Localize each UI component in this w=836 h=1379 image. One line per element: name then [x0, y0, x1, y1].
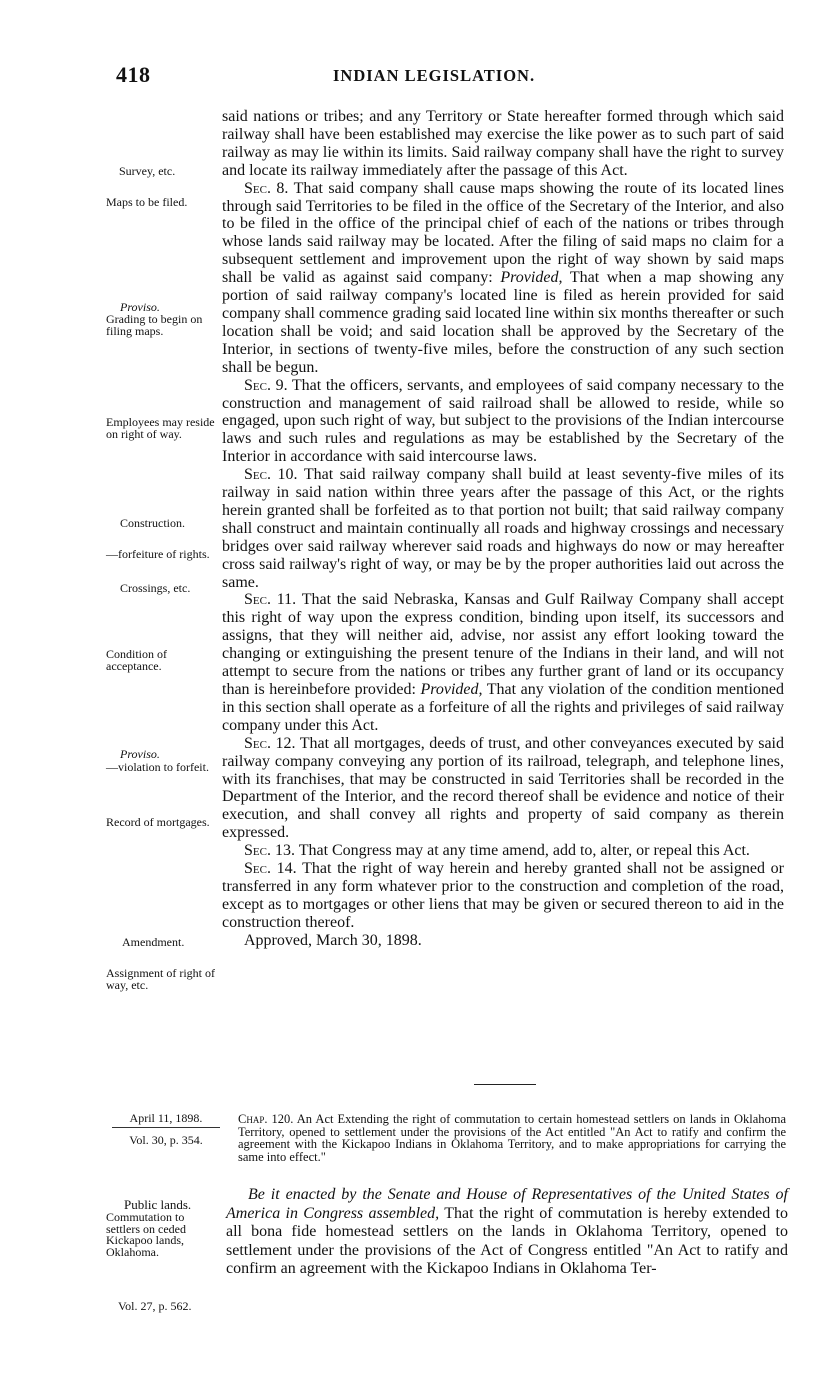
section-8-text-a: That said company shall cause maps showing the route of its located lines through said Territories to be filed in the office of the Secretary of the Interior, and also to be filed in the office of the principal chief of each of the nations or tribes through whose lands said railway may be located. After the filing of said maps no claim for a subsequent settlement and improvement upon the right of way shown by said maps shall be valid as against said company:	[222, 179, 784, 287]
continuation-paragraph: said nations or tribes; and any Territory or State hereafter formed through which said railway shall have been established may exercise the like power as to such part of said railway as may lie within its limits. Said railway company shall have the right to survey and locate its railway immediately after the passage of this Act.	[222, 108, 784, 179]
page-number: 418	[116, 62, 151, 87]
section-12-text: That all mortgages, deeds of trust, and other conveyances executed by said railway company conveying any portion of its railroad, telegraph, and telephone lines, with its franchises, that may be constructed in said Territories shall be recorded in the Department of the Interior, and the record thereof shall be evidence and notice of their execution, and shall convey all rights and property of said company as therein expressed.	[222, 734, 784, 842]
chapter-heading	[238, 1113, 786, 1163]
section-14-label: Sec. 14.	[244, 860, 297, 878]
running-head: INDIAN LEGISLATION.	[333, 66, 536, 85]
chapter-title: An Act Extending the right of commutation to certain homestead settlers on lands in Oklahoma Territory, opened to settlement under the provisions of the Act entitled "An Act to ratify and confirm the agreement with the Kickapoo Indians in Oklahoma Territory, and to make appropriations for carrying the same into effect."	[238, 1112, 787, 1164]
section-13-label: Sec. 13.	[244, 842, 295, 860]
section-14-text: That the right of way herein and hereby granted shall not be assigned or transferred in any form whatever prior to the construction and completion of the road, except as to mortgages or other liens that may be given or secured thereon to aid in the construction thereof.	[222, 860, 784, 931]
date-underline	[112, 1127, 220, 1128]
section-divider	[474, 1084, 536, 1085]
margin-note-employees: Employees may reside on right of way.	[106, 415, 215, 441]
enactment-paragraph	[226, 1186, 788, 1279]
margin-note-assignment: Assignment of right of way, etc.	[106, 966, 215, 992]
margin-note-forfeiture: —forfeiture of rights.	[106, 547, 210, 561]
margin-note-grading: Grading to begin on filing maps.	[106, 312, 203, 338]
proviso-label: Proviso.	[120, 300, 160, 314]
margin-note-proviso-2	[120, 749, 236, 761]
section-11-label: Sec. 11.	[244, 591, 297, 609]
section-9-label: Sec. 9.	[244, 376, 288, 394]
chapter-volume-ref: Vol. 30, p. 354.	[129, 1133, 203, 1147]
main-text	[222, 108, 784, 950]
margin-note-maps-filed: Maps to be filed.	[106, 195, 188, 209]
section-14	[222, 860, 784, 932]
margin-note-violation: —violation to forfeit.	[106, 760, 209, 774]
enacting-clause: Be it enacted by the Senate and House of Representatives of the United States of America in Congress assembled,	[226, 1186, 788, 1222]
section-8-label: Sec. 8.	[244, 179, 289, 197]
section-11	[222, 591, 784, 734]
chapter-label: Chap. 120.	[238, 1112, 294, 1126]
chapter-date: April 11, 1898.	[129, 1111, 203, 1125]
margin-note-vol27: Vol. 27, p. 562.	[118, 1299, 192, 1313]
section-11-provided: Provided,	[420, 681, 483, 698]
margin-note-survey: Survey, etc.	[119, 164, 176, 178]
section-12	[222, 735, 784, 842]
margin-note-amendment: Amendment.	[122, 935, 185, 949]
approved-line: Approved, March 30, 1898.	[244, 931, 422, 949]
section-11-text-b: That any violation of the condition mentioned in this section shall operate as a forfeiture of all the rights and privileges of said railway company under this Act.	[222, 681, 785, 734]
margin-note-public-lands: Public lands.	[124, 1197, 192, 1212]
section-13-text: That Congress may at any time amend, add to, alter, or repeal this Act.	[298, 842, 750, 860]
section-10	[222, 466, 784, 591]
section-8	[222, 180, 784, 377]
section-9	[222, 377, 784, 467]
section-10-label: Sec. 10.	[244, 466, 298, 484]
enactment-text	[226, 1186, 788, 1279]
margin-note-record: Record of mortgages.	[106, 815, 210, 829]
margin-note-crossings: Crossings, etc.	[120, 581, 191, 595]
section-12-label: Sec. 12.	[244, 734, 296, 752]
section-8-provided: Provided,	[500, 269, 563, 287]
enactment-body: That the right of commutation is hereby extended to all bona fide homestead settlers on the lands in Oklahoma Territory, opened to settlement under the provisions of the Act of Congress entitled "An Act to ratify and confirm an agreement with the Kickapoo Indians in Oklahoma Ter-	[226, 1204, 789, 1277]
margin-note-construction: Construction.	[120, 516, 185, 530]
section-8-text-b: That when a map showing any portion of said railway company's located line is filed as herein provided for said company shall commence grading said located line within six months thereafter or such location shall be void; and said location shall be approved by the Secretary of the Interior, in sections of twenty-five miles, before the construction of any such section shall be begun.	[222, 269, 785, 376]
section-11-text-a: That the said Nebraska, Kansas and Gulf Railway Company shall accept this right of way upon the express condition, binding upon itself, its successors and assigns, that they will neither aid, advise, nor assist any effort looking toward the changing or extinguishing the present tenure of the Indians in their land, and will not attempt to secure from the nations or tribes any further grant of land or its occupancy than is hereinbefore provided:	[222, 591, 784, 698]
margin-note-condition: Condition of acceptance.	[106, 647, 168, 673]
proviso-label-2: Proviso.	[120, 747, 160, 761]
margin-note-commutation: Commutation to settlers on ceded Kickapoo lands, Oklahoma.	[106, 1210, 186, 1259]
section-13	[222, 842, 784, 860]
section-10-text: That said railway company shall build at least seventy-five miles of its railway in said nation within three years after the passage of this Act, or the rights herein granted shall be forfeited as to that portion not built; that said railway company shall construct and maintain continually all roads and highway crossings and necessary bridges over said railway wherever said roads and highways do now or may hereafter cross said railway's right of way, or may be by the proper authorities laid out across the same.	[222, 466, 784, 591]
section-9-text: That the officers, servants, and employees of said company necessary to the construction and management of said railroad shall be allowed to reside, while so engaged, upon such right of way, but subject to the provisions of the Indian intercourse laws and such rules and regulations as may be established by the Secretary of the Interior in accordance with said intercourse laws.	[222, 376, 784, 466]
